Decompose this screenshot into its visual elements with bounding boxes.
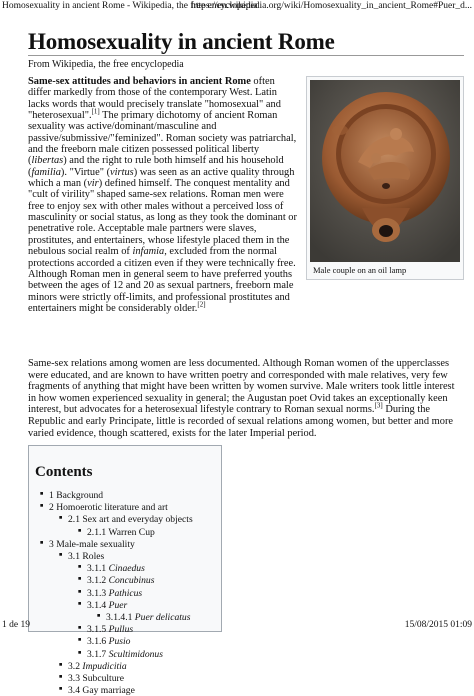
toc-label: Male-male sexuality (56, 538, 135, 550)
lead-paragraph (28, 76, 300, 314)
lead-text-3: ) and the right to rule both himself and his household ( (28, 155, 284, 178)
toc-item[interactable] (49, 490, 103, 501)
citation-link-2[interactable]: [2] (197, 300, 206, 309)
toc-label: Puer (108, 599, 128, 611)
toc-item[interactable] (68, 685, 135, 696)
toc-label: Cinaedus (108, 563, 145, 575)
lead-text-2: The primary dichotomy of ancient Roman sexuality was active/dominant/masculine and passive/submissive/"feminized". Roman society was patriarchal, and the freeborn male citizen possessed political liberty ( (28, 110, 297, 167)
toc-label: Puer delicatus (134, 612, 191, 623)
page-counter: 1 de 19 (2, 620, 30, 630)
toc-number: 3.1.1 (87, 563, 109, 575)
page-title: Homosexuality in ancient Rome (28, 29, 335, 54)
print-footer (0, 618, 474, 632)
toc-number: 3.1.4 (87, 599, 109, 611)
toc-number: 2.1.1 (87, 526, 109, 538)
toc-label: Pusio (108, 636, 131, 648)
toc-number: 3.1.3 (87, 587, 109, 599)
toc-label: Warren Cup (108, 526, 155, 538)
toc-number: 3 (49, 538, 57, 550)
citation-link-1[interactable]: [1] (91, 107, 100, 116)
term-familia: familia (31, 166, 61, 178)
toc-item[interactable] (87, 575, 154, 586)
toc-item[interactable] (68, 661, 127, 672)
toc-number: 3.1.6 (87, 636, 109, 648)
toc-label: Pathicus (108, 587, 143, 599)
citation-link-3[interactable]: [3] (374, 401, 383, 410)
toc-number: 2.1 (68, 514, 83, 526)
second-paragraph (28, 358, 464, 439)
toc-number: 3.3 (68, 673, 83, 684)
para2-text-2: During the Republic and early Principate, little is recorded of sexual relations among women, but better and more varied evidence, though scattered, exists for the later Imperial period. (28, 404, 454, 439)
toc-item[interactable] (68, 673, 124, 684)
toc-item[interactable] (87, 527, 155, 538)
page-subtitle: From Wikipedia, the free encyclopedia (28, 59, 184, 70)
toc-number: 3.1.7 (87, 648, 109, 660)
toc-item[interactable] (49, 539, 135, 550)
toc-label: Scultimidonus (108, 648, 163, 660)
print-url: https://en.wikipedia.org/wiki/Homosexuality_in_ancient_Rome#Puer_d... (191, 1, 472, 11)
toc-title: Contents (35, 464, 93, 480)
toc-item[interactable] (68, 551, 104, 562)
toc-item[interactable] (87, 563, 145, 574)
toc-item[interactable] (87, 600, 127, 611)
toc-label: Background (56, 490, 104, 501)
toc-label: Gay marriage (82, 685, 135, 696)
toc-number: 1 (49, 490, 57, 501)
toc-label: Impudicitia (82, 660, 127, 672)
lead-bold-term: Same-sex attitudes and behaviors in ancient Rome (28, 76, 251, 87)
lead-text-4: ). "Virtue" ( (60, 166, 111, 178)
toc-item[interactable] (87, 588, 142, 599)
title-divider (28, 55, 464, 56)
toc-number: 3.2 (68, 660, 83, 672)
term-virtus: virtus (110, 166, 134, 178)
toc-label: Homoerotic literature and art (56, 502, 168, 514)
figure-thumbnail[interactable] (306, 76, 464, 280)
toc-number: 3.1.5 (87, 624, 109, 636)
oil-lamp-image[interactable] (310, 80, 460, 262)
toc-number: 3.1 (68, 551, 83, 562)
toc-number: 3.1.4.1 (106, 612, 135, 623)
lead-text-6: ) defined himself. The conquest mentality and "cult of virility" shaped same-sex relations. Roman men were free to enjoy sex with other males without a perceived loss of masculinity or social status, as long as they took the dominant or penetrative role. Acceptable male partners were slaves, prostitutes, and entertainers, whose lifestyle placed them in the nebulous social realm of (28, 178, 297, 258)
toc-label: Subculture (82, 673, 124, 684)
toc-number: 3.4 (68, 685, 83, 696)
para2-text-1: Same-sex relations among women are less documented. Although Roman women of the upperclasses were educated, and are known to have written poetry and corresponded with male relatives, very few fragments of anything that might have been written by women survive. Male writers took little interest in how women experienced sexuality in general; the Augustan poet Ovid takes an exceptionally keen interest, but advocates for a heterosexual lifestyle contrary to Roman sexual norms. (28, 358, 455, 416)
print-page-title: Homosexuality in ancient Rome - Wikipedia, the free encyclopedia (2, 1, 258, 11)
toc-label: Sex art and everyday objects (82, 514, 193, 526)
lead-text-1: often differ markedly from those of the contemporary West. Latin lacks words that would precisely translate "homosexual" and "heterosexual". (28, 76, 281, 122)
toc-item[interactable] (49, 502, 168, 513)
lead-text-5: ) was seen as an active quality through which a man ( (28, 166, 295, 190)
table-of-contents (28, 445, 222, 696)
toc-item[interactable] (68, 514, 193, 525)
term-infamia: infamia (132, 246, 165, 258)
toc-label: Roles (82, 551, 105, 562)
toc-item[interactable] (87, 649, 163, 660)
toc-item[interactable] (87, 636, 130, 647)
term-libertas: libertas (31, 155, 64, 167)
term-vir: vir (87, 178, 99, 190)
toc-label: Pullus (108, 624, 134, 636)
lead-text-7: , excluded from the normal protections accorded a citizen even if they were technically free. Although Roman men in general seem to have preferred youths between the ages of 12 and 20 as sexual partners, freeborn male minors were strictly off-limits, and professional prostitutes and entertainers might be considerably older. (28, 246, 296, 314)
print-header (0, 0, 474, 14)
toc-number: 2 (49, 502, 57, 514)
print-timestamp: 15/08/2015 01:09 (404, 620, 472, 630)
figure-caption: Male couple on an oil lamp (313, 265, 407, 275)
toc-number: 3.1.2 (87, 575, 109, 587)
toc-label: Concubinus (108, 575, 155, 587)
